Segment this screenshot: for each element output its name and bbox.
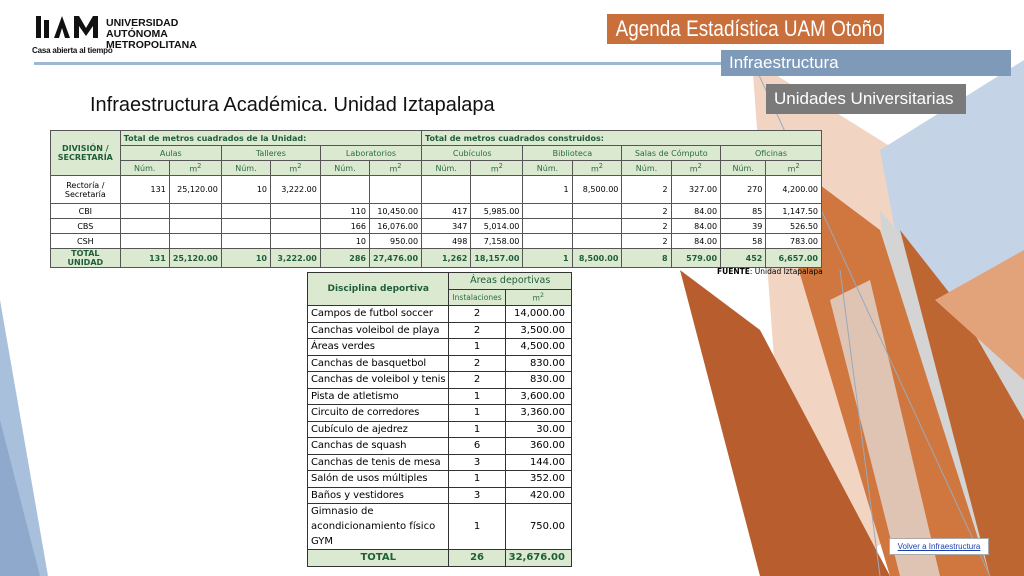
subheader-m2: $m^2$ — [169, 161, 221, 176]
table-cell: 10 — [320, 234, 369, 249]
source-note: FUENTE: Unidad Iztapalapa — [717, 267, 823, 276]
area-m2: 4,500.00 — [505, 339, 571, 356]
area-m2: 3,360.00 — [505, 405, 571, 422]
table-cell: 579.00 — [671, 249, 721, 268]
discipline-name: Canchas de basquetbol — [308, 355, 449, 372]
subheader-num: Núm. — [721, 161, 766, 176]
logo-tagline: Casa abierta al tiempo — [32, 46, 113, 55]
table-cell: 8,500.00 — [572, 176, 622, 204]
subheader-num: Núm. — [320, 161, 369, 176]
table-cell: 131 — [120, 249, 169, 268]
area-m2: 830.00 — [505, 355, 571, 372]
installations-count: 3 — [449, 487, 505, 504]
table-cell: 2 — [622, 219, 671, 234]
discipline-name: Circuito de corredores — [308, 405, 449, 422]
infrastructure-table — [50, 130, 822, 268]
header-rule — [34, 62, 724, 65]
table-cell: 5,014.00 — [471, 219, 523, 234]
discipline-name: Gimnasio de acondicionamiento físico GYM — [308, 504, 449, 550]
table-cell: 1 — [523, 176, 572, 204]
table-cell: 27,476.00 — [370, 249, 422, 268]
total-m2: 32,676.00 — [505, 550, 571, 567]
agenda-banner: Agenda Estadística UAM Otoño 2017 — [607, 14, 884, 44]
category-header: Salas de Cómputo — [622, 146, 721, 161]
table-cell — [271, 219, 321, 234]
installations-count: 1 — [449, 405, 505, 422]
table-cell: 39 — [721, 219, 766, 234]
sports-row — [308, 487, 572, 504]
discipline-name: Pista de atletismo — [308, 388, 449, 405]
discipline-name: Áreas verdes — [308, 339, 449, 356]
table-cell — [572, 219, 622, 234]
sports-row — [308, 355, 572, 372]
row-label: CSH — [51, 234, 121, 249]
table-cell: 498 — [422, 234, 471, 249]
table-cell — [120, 204, 169, 219]
table-cell: 286 — [320, 249, 369, 268]
table-cell: 166 — [320, 219, 369, 234]
subheader-m2: $m^2$ — [671, 161, 721, 176]
sports-row — [308, 306, 572, 323]
page-title: Infraestructura Académica. Unidad Iztapalapa — [90, 94, 495, 116]
table-cell: 1 — [523, 249, 572, 268]
discipline-name: Canchas de tenis de mesa — [308, 454, 449, 471]
uam-logo — [32, 16, 197, 56]
table-cell: 2 — [622, 204, 671, 219]
table-header-row — [51, 131, 822, 146]
row-label: CBI — [51, 204, 121, 219]
table-cell: 270 — [721, 176, 766, 204]
installations-count: 1 — [449, 339, 505, 356]
category-header: Biblioteca — [523, 146, 622, 161]
table-cell: 8 — [622, 249, 671, 268]
discipline-name: Salón de usos múltiples — [308, 471, 449, 488]
table-cell: 110 — [320, 204, 369, 219]
table-cell: 327.00 — [671, 176, 721, 204]
discipline-name: Campos de futbol soccer — [308, 306, 449, 323]
discipline-name: Baños y vestidores — [308, 487, 449, 504]
table-cell — [572, 204, 622, 219]
table-cell: 8,500.00 — [572, 249, 622, 268]
m2-header: $m^2$ — [505, 289, 571, 306]
area-m2: 3,500.00 — [505, 322, 571, 339]
sports-total-row — [308, 550, 572, 567]
table-cell: 526.50 — [766, 219, 822, 234]
table-cell: 10,450.00 — [370, 204, 422, 219]
installations-count: 2 — [449, 372, 505, 389]
table-row — [51, 234, 822, 249]
table-cell — [572, 234, 622, 249]
back-to-infrastructure-link[interactable]: Volver a Infraestructura — [889, 538, 989, 555]
installations-count: 2 — [449, 355, 505, 372]
table-cell: 131 — [120, 176, 169, 204]
area-m2: 420.00 — [505, 487, 571, 504]
discipline-name: Canchas de squash — [308, 438, 449, 455]
table-cell — [523, 219, 572, 234]
group-header-built: Total de metros cuadrados construidos: — [422, 131, 822, 146]
discipline-name: Canchas de voleibol y tenis — [308, 372, 449, 389]
area-m2: 830.00 — [505, 372, 571, 389]
table-cell: 3,222.00 — [271, 249, 321, 268]
sports-header-row — [308, 273, 572, 290]
uam-logo-mark-icon — [36, 16, 100, 46]
table-cell — [271, 234, 321, 249]
table-cell: 10 — [221, 249, 270, 268]
installations-count: 6 — [449, 438, 505, 455]
category-header: Cubículos — [422, 146, 523, 161]
table-cell — [221, 234, 270, 249]
logo-university-name: UNIVERSIDAD AUTÓNOMA METROPOLITANA — [106, 17, 197, 51]
row-label: TOTAL UNIDAD — [51, 249, 121, 268]
installations-header: Instalaciones — [449, 289, 505, 306]
installations-count: 2 — [449, 322, 505, 339]
section-banner: Infraestructura — [721, 50, 1011, 76]
table-cell — [221, 204, 270, 219]
table-cell: 1,262 — [422, 249, 471, 268]
table-cell: 950.00 — [370, 234, 422, 249]
table-cell: 452 — [721, 249, 766, 268]
table-cell — [523, 204, 572, 219]
category-header: Aulas — [120, 146, 221, 161]
table-cell: 2 — [622, 176, 671, 204]
subheader-m2: $m^2$ — [370, 161, 422, 176]
table-cell — [370, 176, 422, 204]
row-label: Rectoría / Secretaría — [51, 176, 121, 204]
table-cell: 783.00 — [766, 234, 822, 249]
group-header-unit: Total de metros cuadrados de la Unidad: — [120, 131, 421, 146]
subheader-m2: $m^2$ — [572, 161, 622, 176]
sports-row — [308, 372, 572, 389]
sports-row — [308, 504, 572, 550]
table-cell: 5,985.00 — [471, 204, 523, 219]
table-cell: 16,076.00 — [370, 219, 422, 234]
discipline-header: Disciplina deportiva — [308, 273, 449, 306]
category-header: Oficinas — [721, 146, 822, 161]
total-installations: 26 — [449, 550, 505, 567]
table-cell: 7,158.00 — [471, 234, 523, 249]
table-cell: 85 — [721, 204, 766, 219]
table-cell: 10 — [221, 176, 270, 204]
category-header-row — [51, 146, 822, 161]
areas-header: Áreas deportivas — [449, 273, 571, 290]
sports-table-body — [308, 306, 572, 550]
table-cell — [271, 204, 321, 219]
table-cell: 347 — [422, 219, 471, 234]
table-cell — [169, 204, 221, 219]
table-cell — [221, 219, 270, 234]
sports-row — [308, 339, 572, 356]
subheader-row — [51, 161, 822, 176]
subheader-num: Núm. — [422, 161, 471, 176]
sports-row — [308, 471, 572, 488]
table-cell: 25,120.00 — [169, 176, 221, 204]
infrastructure-table-body — [51, 176, 822, 268]
category-header: Talleres — [221, 146, 320, 161]
row-label: CBS — [51, 219, 121, 234]
discipline-name: Cubículo de ajedrez — [308, 421, 449, 438]
installations-count: 1 — [449, 504, 505, 550]
subheader-num: Núm. — [622, 161, 671, 176]
table-cell: 2 — [622, 234, 671, 249]
subheader-num: Núm. — [523, 161, 572, 176]
area-m2: 3,600.00 — [505, 388, 571, 405]
table-cell — [320, 176, 369, 204]
area-m2: 14,000.00 — [505, 306, 571, 323]
table-row — [51, 176, 822, 204]
installations-count: 1 — [449, 421, 505, 438]
subheader-m2: $m^2$ — [471, 161, 523, 176]
subheader-m2: $m^2$ — [766, 161, 822, 176]
table-cell: 6,657.00 — [766, 249, 822, 268]
table-cell: 18,157.00 — [471, 249, 523, 268]
table-cell — [120, 219, 169, 234]
sports-row — [308, 322, 572, 339]
area-m2: 360.00 — [505, 438, 571, 455]
table-cell: 4,200.00 — [766, 176, 822, 204]
area-m2: 144.00 — [505, 454, 571, 471]
installations-count: 1 — [449, 388, 505, 405]
table-cell: 58 — [721, 234, 766, 249]
installations-count: 1 — [449, 471, 505, 488]
table-cell — [523, 234, 572, 249]
total-label: TOTAL — [308, 550, 449, 567]
installations-count: 2 — [449, 306, 505, 323]
table-row — [51, 249, 822, 268]
subheader-m2: $m^2$ — [271, 161, 321, 176]
sports-row — [308, 454, 572, 471]
table-cell: 84.00 — [671, 234, 721, 249]
installations-count: 3 — [449, 454, 505, 471]
sports-areas-table — [307, 272, 572, 567]
area-m2: 30.00 — [505, 421, 571, 438]
table-cell: 1,147.50 — [766, 204, 822, 219]
table-cell: 84.00 — [671, 219, 721, 234]
category-header: Laboratorios — [320, 146, 421, 161]
table-cell: 84.00 — [671, 204, 721, 219]
table-cell — [169, 234, 221, 249]
area-m2: 750.00 — [505, 504, 571, 550]
sports-row — [308, 421, 572, 438]
table-cell — [169, 219, 221, 234]
sports-row — [308, 438, 572, 455]
table-cell: 417 — [422, 204, 471, 219]
subsection-banner: Unidades Universitarias — [766, 84, 966, 114]
sports-row — [308, 405, 572, 422]
area-m2: 352.00 — [505, 471, 571, 488]
table-cell — [120, 234, 169, 249]
subheader-num: Núm. — [221, 161, 270, 176]
division-header: DIVISIÓN / SECRETARÍA — [51, 131, 121, 176]
table-row — [51, 204, 822, 219]
table-row — [51, 219, 822, 234]
sports-row — [308, 388, 572, 405]
subheader-num: Núm. — [120, 161, 169, 176]
table-cell: 3,222.00 — [271, 176, 321, 204]
table-cell — [422, 176, 471, 204]
table-cell — [471, 176, 523, 204]
discipline-name: Canchas voleibol de playa — [308, 322, 449, 339]
table-cell: 25,120.00 — [169, 249, 221, 268]
